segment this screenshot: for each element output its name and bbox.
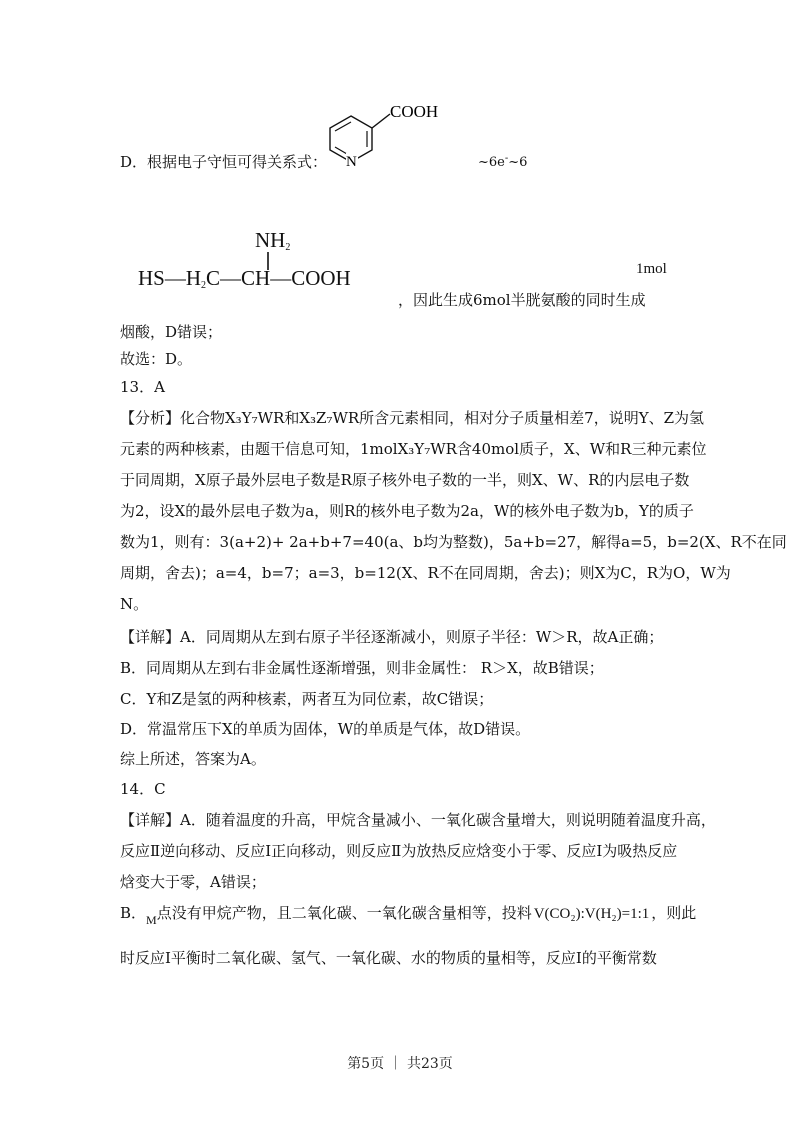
page-footer: 第5页 ｜ 共23页 [347, 1056, 453, 1072]
electron-relation: ~6e-~6 [478, 153, 528, 170]
option-d-label: D．根据电子守恒可得关系式： [120, 153, 328, 171]
amino-group: $NH_2$ [255, 228, 291, 253]
cysteine-structure: $HS—H_2C—CH—COOH$ [138, 266, 351, 291]
detail-d: D．常温常压下X的单质为固体，W的单质是气体，故D错误。 [120, 720, 531, 738]
cooh-label: COOH [390, 102, 439, 121]
q14-option-b: B．$_M$点没有甲烷产物，且二氧化碳、一氧化碳含量相等，投料 V(CO₂):V(H₂)=1:1 ，则此 [120, 904, 697, 927]
analysis-line-5: 数为1，则有：3(a+2)+ 2a+b+7=40(a、b均为整数)，5a+b=27，解得a=5，b=2(X、R不在同 [120, 533, 787, 551]
choice-line: 故选：D。 [120, 350, 193, 368]
summary-line: 综上所述，答案为A。 [120, 750, 266, 768]
continuation-line: ，因此生成6mol半胱氨酸的同时生成 [398, 291, 646, 309]
analysis-line-1: 【分析】化合物X₃Y₇WR和X₃Z₇WR所含元素相同，相对分子质量相差7，说明Y、Z为氢 [120, 409, 705, 427]
q14-last-line: 时反应Ⅰ平衡时二氧化碳、氢气、一氧化碳、水的物质的量相等，反应Ⅰ的平衡常数 [120, 949, 657, 967]
analysis-line-6: 周期，舍去)；a=4，b=7；a=3，b=12(X、R不在同周期，舍去)；则X为C，R为O，W为 [120, 564, 731, 582]
nicotinic-acid-structure [318, 92, 458, 172]
nitrogen-label: N [346, 154, 357, 170]
detail-a: 【详解】A．同周期从左到右原子半径逐渐减小，则原子半径：W＞R，故A正确； [120, 628, 664, 646]
one-mol-label: 1mol [636, 261, 667, 277]
conclusion-line: 烟酸，D错误； [120, 323, 223, 341]
analysis-line-4: 为2，设X的最外层电子数为a，则R的核外电子数为2a，W的核外电子数为b，Y的质子 [120, 502, 694, 520]
q14-detail-line-1: 【详解】A．随着温度的升高，甲烷含量减小、一氧化碳含量增大，则说明随着温度升高， [120, 811, 716, 829]
analysis-line-3: 于同周期，X原子最外层电子数是R原子核外电子数的一半，则X、W、R的内层电子数 [120, 471, 690, 489]
detail-b: B．同周期从左到右非金属性逐渐增强，则非金属性： R＞X，故B错误； [120, 659, 604, 677]
analysis-line-7: N。 [120, 595, 149, 613]
question-14-answer: 14．C [120, 780, 166, 798]
detail-c: C．Y和Z是氢的两种核素，两者互为同位素，故C错误； [120, 690, 494, 708]
q14-detail-line-2: 反应Ⅱ逆向移动、反应Ⅰ正向移动，则反应Ⅱ为放热反应焓变小于零、反应Ⅰ为吸热反应 [120, 842, 678, 860]
q14-detail-line-3: 焓变大于零，A错误； [120, 873, 266, 891]
question-13-answer: 13．A [120, 378, 165, 396]
analysis-line-2: 元素的两种核素，由题干信息可知，1molX₃Y₇WR含40mol质子，X、W和R三种元素位 [120, 440, 707, 458]
